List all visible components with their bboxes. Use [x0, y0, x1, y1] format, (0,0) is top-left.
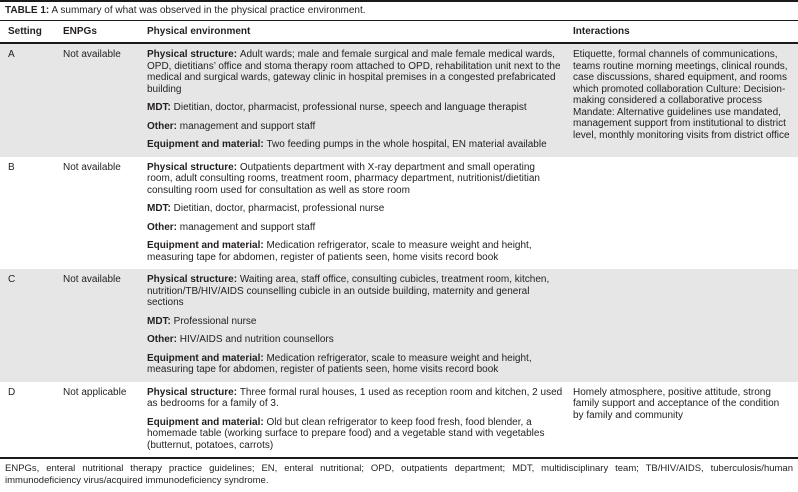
- column-header-physical-environment: Physical environment: [147, 26, 251, 37]
- interactions-cell: Homely atmosphere, positive attitude, strong family support and acceptance of the condition by family and community: [573, 386, 780, 421]
- table-row-c: [0, 269, 798, 382]
- environment-item: MDT: Dietitian, doctor, pharmacist, professional nurse: [147, 203, 385, 214]
- environment-item: Equipment and material: Medication refrigerator, scale to measure weight and height, measuring tape for abdomen, register of patients seen, home visits record book: [147, 240, 532, 263]
- environment-item-label: Physical structure:: [147, 49, 240, 60]
- environment-item: Equipment and material: Old but clean refrigerator to keep food fresh, food blender, a homemade table (working surface to prepare food) and a vegetable stand with vegetables (butternut, potatoes, carrots): [147, 416, 545, 451]
- environment-item-label: Equipment and material:: [147, 139, 267, 150]
- environment-item-label: Physical structure:: [147, 161, 240, 173]
- column-header-interactions: Interactions: [573, 26, 630, 37]
- environment-cell: [147, 387, 573, 452]
- environment-item-label: Other:: [147, 221, 180, 233]
- table-title-label: TABLE 1:: [5, 5, 50, 16]
- environment-cell: [147, 162, 573, 264]
- environment-item-label: Equipment and material:: [147, 240, 267, 251]
- environment-item: Physical structure: Adult wards; male and female surgical and male female medical wards, OPD, dietitians’ office and stoma therapy room attached to OPD, rehabilitation unit next to the medical and surgical wards, gateway clinic in hospital premises in a congested prefabricated building: [147, 49, 561, 95]
- table-header-row: [0, 21, 798, 44]
- environment-item: Equipment and material: Two feeding pumps in the whole hospital, EN material available: [147, 139, 547, 150]
- table-row-a: [0, 44, 798, 157]
- environment-item-label: Equipment and material:: [147, 352, 267, 364]
- enpgs-cell: Not available: [63, 274, 121, 285]
- column-header-setting: Setting: [8, 26, 42, 37]
- environment-item-label: Other:: [147, 120, 180, 132]
- environment-item: Other: management and support staff: [147, 221, 316, 233]
- environment-item-label: MDT:: [147, 102, 174, 113]
- environment-item-label: Equipment and material:: [147, 416, 267, 428]
- environment-cell: [147, 49, 573, 151]
- environment-item: MDT: Professional nurse: [147, 315, 257, 327]
- environment-item: Other: management and support staff: [147, 120, 316, 132]
- interactions-cell: [573, 274, 792, 376]
- environment-item: Equipment and material: Medication refrigerator, scale to measure weight and height, measuring tape for abdomen, register of patients seen, home visits record book: [147, 352, 532, 375]
- enpgs-cell: Not available: [63, 161, 121, 173]
- column-header-enpgs: ENPGs: [63, 26, 97, 37]
- table-row-b: [0, 157, 798, 270]
- enpgs-cell: Not applicable: [63, 386, 127, 398]
- environment-item-label: Other:: [147, 334, 180, 345]
- setting-cell: A: [8, 49, 15, 60]
- environment-item: MDT: Dietitian, doctor, pharmacist, professional nurse, speech and language therapist: [147, 102, 527, 113]
- environment-item: Physical structure: Waiting area, staff office, consulting cubicles, treatment room, kitchen, nutrition/TB/HIV/AIDS counselling cubicle in an outside building, maternity and general sections: [147, 274, 550, 308]
- table-row-d: [0, 382, 798, 458]
- interactions-cell: Etiquette, formal channels of communications, teams routine morning meetings, clinical rounds, case discussions, shared equipment, and rooms which promoted collaboration Culture: Decision-making considered a collaborative process Mandate: Alternative guidelines use mandated, management support from institutional to district level, monthly monitoring visits from district office: [573, 49, 790, 141]
- setting-cell: C: [8, 274, 16, 285]
- table-title: [0, 0, 798, 21]
- table-title-text: A summary of what was observed in the physical practice environment.: [49, 5, 366, 16]
- environment-item-label: Physical structure:: [147, 386, 240, 398]
- interactions-cell: [573, 162, 792, 264]
- setting-cell: D: [8, 386, 16, 398]
- table-footnote: ENPGs, enteral nutritional therapy practice guidelines; EN, enteral nutritional; OPD, outpatients department; MDT, multidisciplinary team; TB/HIV/AIDS, tuberculosis/human immunodeficiency virus/acquired immunodeficiency syndrome.: [5, 463, 793, 486]
- environment-item-label: MDT:: [147, 203, 174, 214]
- setting-cell: B: [8, 161, 15, 173]
- table-body: [0, 44, 798, 459]
- enpgs-cell: Not available: [63, 49, 121, 60]
- environment-item: Other: HIV/AIDS and nutrition counsellors: [147, 334, 334, 345]
- environment-item: Physical structure: Outpatients department with X-ray department and small operating room, adult consulting rooms, treatment room, pharmacy department, nutritionist/dietitian consulting room used for consultation as well as store room: [147, 161, 540, 196]
- environment-item-label: MDT:: [147, 315, 174, 327]
- environment-item-label: Physical structure:: [147, 274, 240, 285]
- environment-item: Physical structure: Three formal rural houses, 1 used as reception room and kitchen, 2 used as bedrooms for a family of 3.: [147, 386, 563, 409]
- environment-cell: [147, 274, 573, 376]
